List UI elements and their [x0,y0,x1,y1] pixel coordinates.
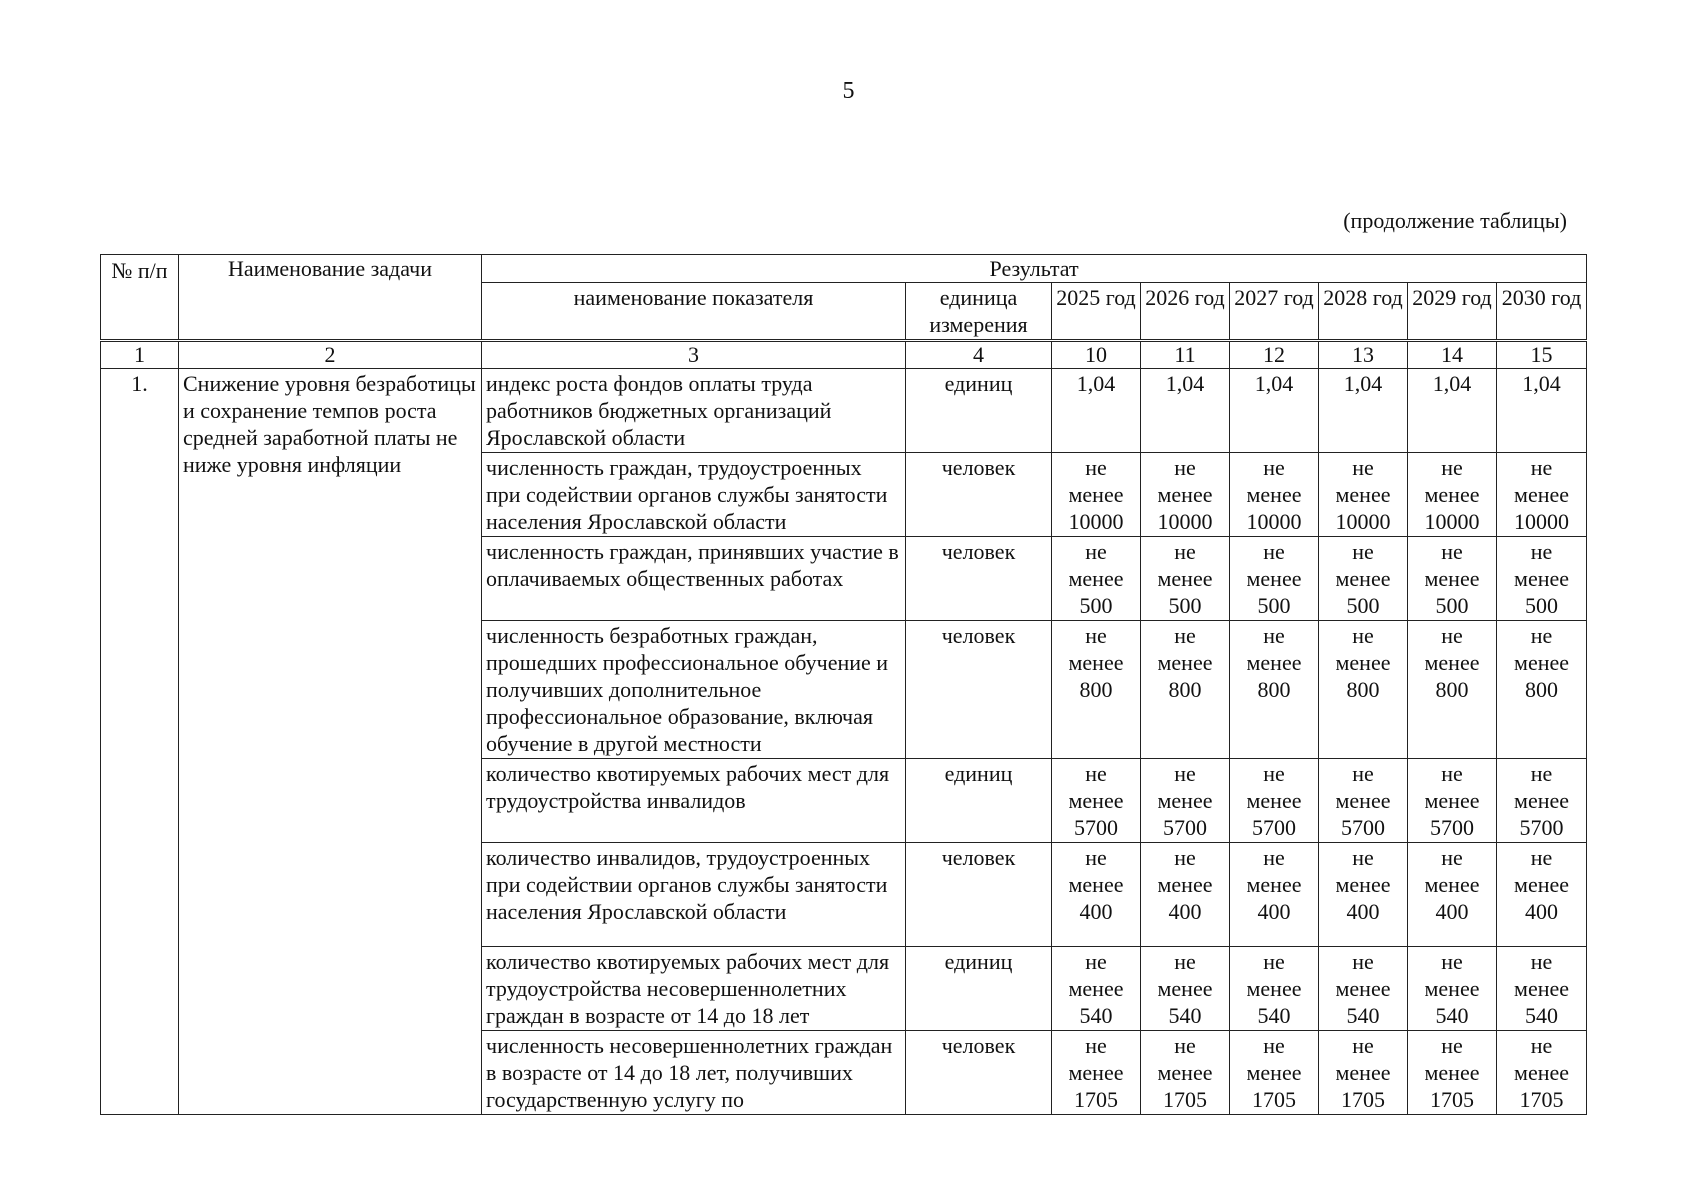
indicator-unit: единиц [906,369,1052,453]
header-year-2030: 2030 год [1497,283,1587,341]
year-value: не менее 10000 [1408,453,1497,537]
year-value: не менее 400 [1230,843,1319,947]
indicator-unit: человек [906,843,1052,947]
year-value: не менее 540 [1319,947,1408,1031]
column-number: 1 [101,341,179,369]
year-value: не менее 10000 [1497,453,1587,537]
year-value: не менее 800 [1052,621,1141,759]
year-value: не менее 1705 [1141,1031,1230,1115]
indicator-unit: человек [906,453,1052,537]
year-value: не менее 540 [1052,947,1141,1031]
header-indicator: наименование показателя [482,283,906,341]
indicator-name: количество инвалидов, трудоустроенных при содействии органов службы занятости населения Ярославской области [482,843,906,947]
indicator-name: численность граждан, трудоустроенных при содействии органов службы занятости населения Ярославской области [482,453,906,537]
year-value: не менее 1705 [1230,1031,1319,1115]
column-number: 3 [482,341,906,369]
year-value: 1,04 [1141,369,1230,453]
page-number: 5 [842,78,855,104]
year-value: не менее 5700 [1052,759,1141,843]
column-number: 13 [1319,341,1408,369]
indicator-name: численность несовершеннолетних граждан в возрасте от 14 до 18 лет, получивших государственную услугу по [482,1031,906,1115]
column-number: 10 [1052,341,1141,369]
continuation-note: (продолжение таблицы) [1343,208,1567,233]
year-value: 1,04 [1319,369,1408,453]
column-number: 2 [179,341,482,369]
year-value: не менее 5700 [1230,759,1319,843]
header-no: № п/п [101,255,179,341]
year-value: не менее 500 [1497,537,1587,621]
indicator-unit: человек [906,537,1052,621]
year-value: не менее 10000 [1230,453,1319,537]
header-task: Наименование задачи [179,255,482,341]
year-value: не менее 10000 [1052,453,1141,537]
indicator-name: индекс роста фондов оплаты труда работников бюджетных организаций Ярославской области [482,369,906,453]
year-value: не менее 400 [1052,843,1141,947]
year-value: не менее 5700 [1319,759,1408,843]
year-value: не менее 540 [1408,947,1497,1031]
indicator-name: количество квотируемых рабочих мест для трудоустройства несовершеннолетних граждан в возрасте от 14 до 18 лет [482,947,906,1031]
indicator-row [101,369,1587,453]
header-year-2025: 2025 год [1052,283,1141,341]
year-value: 1,04 [1408,369,1497,453]
indicator-unit: человек [906,621,1052,759]
header-result: Результат [482,255,1587,283]
year-value: не менее 800 [1408,621,1497,759]
year-value: не менее 400 [1408,843,1497,947]
year-value: не менее 540 [1497,947,1587,1031]
year-value: не менее 1705 [1319,1031,1408,1115]
header-year-2029: 2029 год [1408,283,1497,341]
year-value: не менее 500 [1319,537,1408,621]
task-name: Снижение уровня безработицы и сохранение темпов роста средней заработной платы не ниже уровня инфляции [179,369,482,1115]
year-value: не менее 10000 [1319,453,1408,537]
year-value: не менее 500 [1141,537,1230,621]
header-year-2026: 2026 год [1141,283,1230,341]
year-value: не менее 5700 [1141,759,1230,843]
year-value: не менее 10000 [1141,453,1230,537]
indicator-name: численность безработных граждан, прошедших профессиональное обучение и получивших дополнительное профессиональное образование, включая обучение в другой местности [482,621,906,759]
year-value: не менее 5700 [1497,759,1587,843]
year-value: не менее 1705 [1052,1031,1141,1115]
indicator-unit: единиц [906,947,1052,1031]
year-value: не менее 500 [1408,537,1497,621]
column-number: 11 [1141,341,1230,369]
indicator-unit: единиц [906,759,1052,843]
year-value: не менее 400 [1497,843,1587,947]
task-number: 1. [101,369,179,1115]
header-year-2027: 2027 год [1230,283,1319,341]
year-value: 1,04 [1230,369,1319,453]
header-unit: единица измерения [906,283,1052,341]
column-number: 14 [1408,341,1497,369]
results-table [100,254,1587,1115]
year-value: не менее 5700 [1408,759,1497,843]
column-number: 15 [1497,341,1587,369]
year-value: 1,04 [1497,369,1587,453]
year-value: не менее 500 [1230,537,1319,621]
header-row-1 [101,255,1587,283]
year-value: не менее 540 [1230,947,1319,1031]
header-year-2028: 2028 год [1319,283,1408,341]
year-value: не менее 400 [1141,843,1230,947]
column-number: 12 [1230,341,1319,369]
year-value: не менее 500 [1052,537,1141,621]
year-value: не менее 400 [1319,843,1408,947]
year-value: не менее 1705 [1408,1031,1497,1115]
column-number-row [101,341,1587,369]
year-value: не менее 540 [1141,947,1230,1031]
year-value: не менее 800 [1230,621,1319,759]
column-number: 4 [906,341,1052,369]
indicator-name: численность граждан, принявших участие в оплачиваемых общественных работах [482,537,906,621]
year-value: не менее 800 [1141,621,1230,759]
year-value: не менее 800 [1319,621,1408,759]
year-value: не менее 800 [1497,621,1587,759]
indicator-name: количество квотируемых рабочих мест для трудоустройства инвалидов [482,759,906,843]
year-value: 1,04 [1052,369,1141,453]
indicator-unit: человек [906,1031,1052,1115]
year-value: не менее 1705 [1497,1031,1587,1115]
